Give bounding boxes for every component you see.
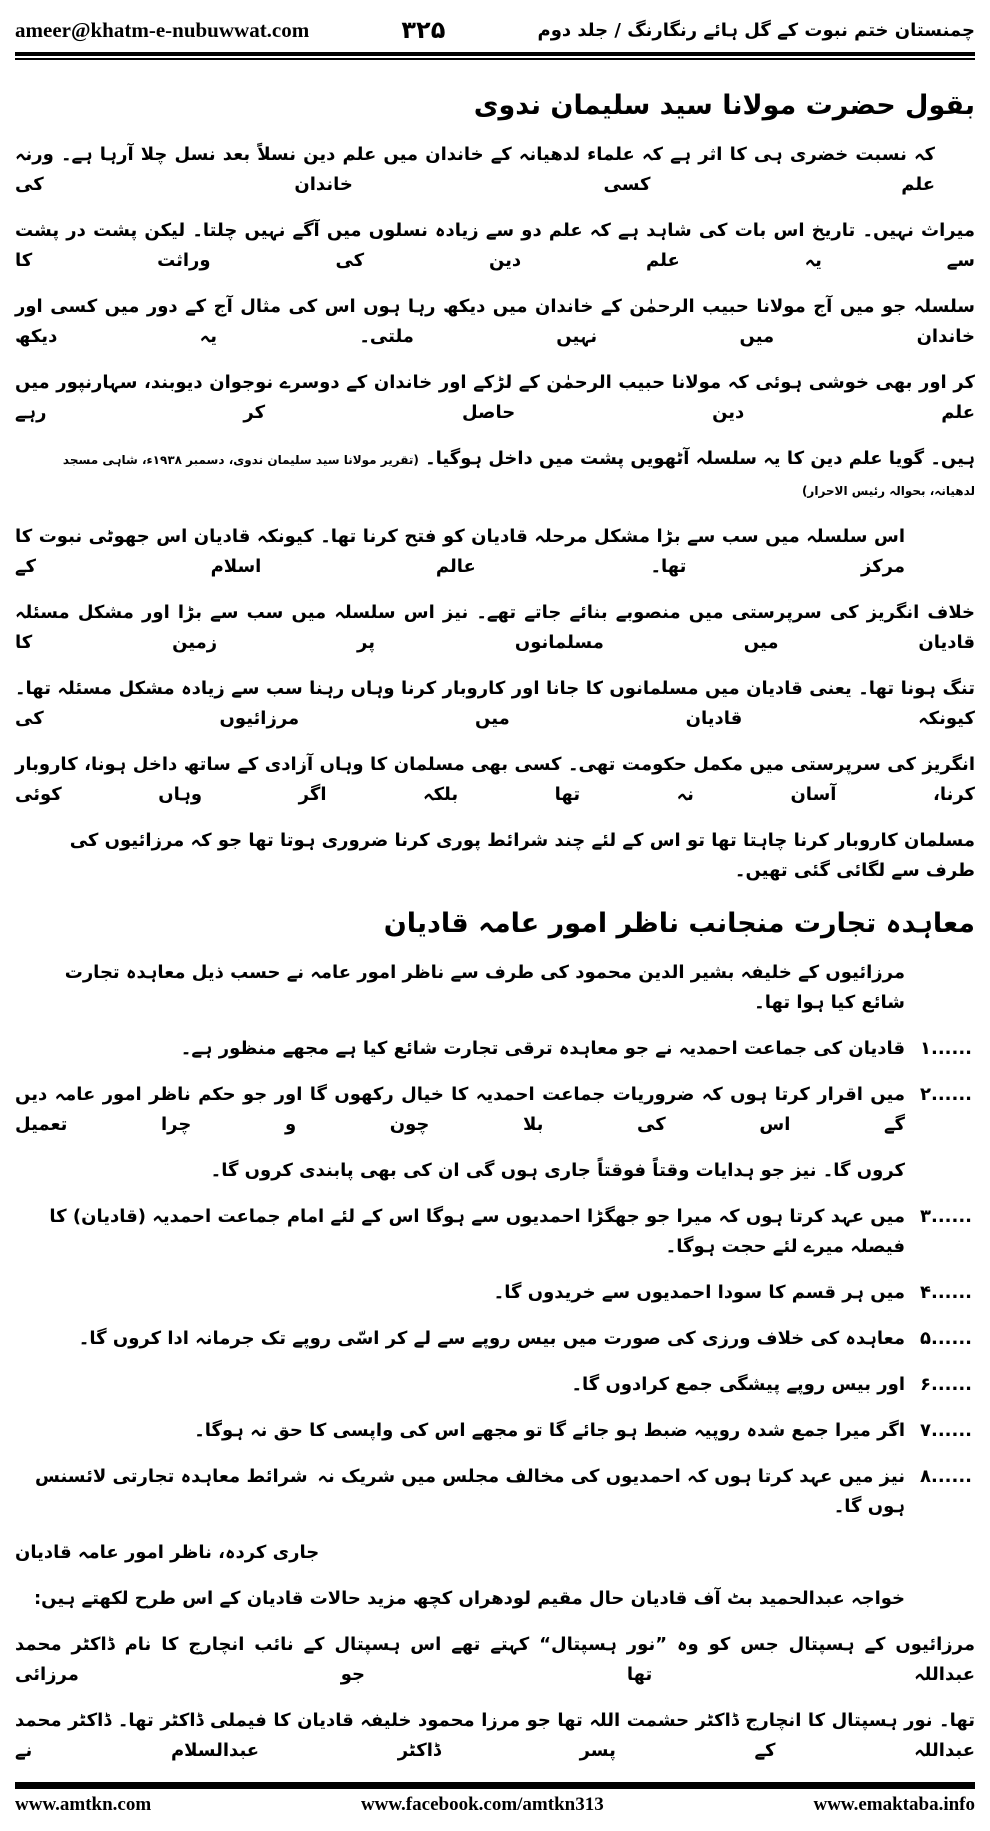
item-number: ۵......	[920, 1328, 973, 1349]
page-footer	[15, 1789, 975, 1821]
agreement-item: میں اقرار کرتا ہوں کہ ضروریات جماعت احمدیہ کا خیال رکھوں گا اور جو حکم ناظر امور عامہ دیں گے اس کی بلا چون و چرا تعمیل	[15, 1084, 905, 1135]
agreement-item-row	[15, 1362, 975, 1408]
page-header	[15, 10, 975, 50]
agreement-item: اور بیس روپے پیشگی جمع کرادوں گا۔	[571, 1374, 905, 1395]
agreement-item: میں ہر قسم کا سودا احمدیوں سے خریدوں گا۔	[493, 1282, 905, 1303]
item-number: ۶......	[920, 1374, 973, 1395]
agreement-item: قادیان کی جماعت احمدیہ نے جو معاہدہ ترقی تجارت شائع کیا ہے مجھے منظور ہے۔	[180, 1038, 905, 1059]
paragraph-line: اس سلسلہ میں سب سے بڑا مشکل مرحلہ قادیان کو فتح کرنا تھا۔ کیونکہ قادیان اس جھوٹی نبوت کا مرکز تھا۔ عالم اسلام کے	[15, 526, 905, 577]
item-number: ۳......	[920, 1206, 973, 1227]
header-rule-thin	[15, 58, 975, 60]
agreement-item-row	[15, 1026, 975, 1072]
header-email: ameer@khatm-e-nubuwwat.com	[15, 17, 310, 42]
footer-link-amtkn[interactable]: www.amtkn.com	[15, 1794, 152, 1815]
header-rule-thick	[15, 52, 975, 56]
paragraph-line	[15, 436, 975, 514]
item-number: ۲......	[920, 1084, 973, 1105]
paragraph-line: میراث نہیں۔ تاریخ اس بات کی شاہد ہے کہ علم دو سے زیادہ نسلوں میں آگے نہیں چلتا۔ لیکن پشت در پشت سے یہ علم دین کی وراثت کا	[15, 220, 975, 271]
signature-line: جاری کردہ، ناظر امور عامہ قادیان	[15, 1542, 320, 1563]
paragraph-line: مسلمان کاروبار کرنا چاہتا تھا تو اس کے لئے چند شرائط پوری کرنا ضروری ہوتا تھا جو کہ مرزائیوں کی طرف سے لگائی گئی تھیں۔	[69, 830, 975, 881]
item-number: ۷......	[920, 1420, 973, 1441]
agreement-item-row	[15, 1454, 975, 1530]
paragraph-line: انگریز کی سرپرستی میں مکمل حکومت تھی۔ کسی بھی مسلمان کا وہاں آزادی کے ساتھ داخل ہونا، کاروبار کرنا، آسان نہ تھا بلکہ اگر وہاں کوئی	[15, 754, 975, 805]
paragraph-intro: خواجہ عبدالحمید بٹ آف قادیان حال مقیم لودھراں کچھ مزید حالات قادیان کے اس طرح لکھتے ہیں:	[33, 1588, 905, 1609]
item-number: ۴......	[920, 1282, 973, 1303]
agreement-item: اگر میرا جمع شدہ روپیہ ضبط ہو جائے گا تو مجھے اس کی واپسی کا حق نہ ہوگا۔	[194, 1420, 905, 1441]
signature-line: شرائط معاہدہ تجارتی لائسنس	[35, 1466, 308, 1487]
paragraph-line: تنگ ہونا تھا۔ یعنی قادیان میں مسلمانوں کا جانا اور کاروبار کرنا وہاں رہنا سب سے زیادہ مشکل مسئلہ تھا۔ کیونکہ قادیان میں مرزائیوں کی	[15, 678, 975, 729]
page-number: ۳۲۵	[401, 16, 446, 44]
paragraph-line: سلسلہ جو میں آج مولانا حبیب الرحمٰن کے خاندان میں دیکھ رہا ہوں اس کی مثال آج کے دور میں کسی اور خاندان میں نہیں ملتی۔ یہ دیکھ	[15, 296, 975, 347]
section-heading: معاہدہ تجارت منجانب ناظر امور عامہ قادیان	[383, 908, 975, 939]
agreement-intro: مرزائیوں کے خلیفہ بشیر الدین محمود کی طرف سے ناظر امور عامہ نے حسب ذیل معاہدہ تجارت شائع کیا ہوا تھا۔	[64, 962, 905, 1013]
paragraph-line: کر اور بھی خوشی ہوئی کہ مولانا حبیب الرحمٰن کے لڑکے اور خاندان کے دوسرے نوجوان دیوبند، سہارنپور میں علم دین حاصل کر رہے	[15, 372, 975, 423]
agreement-item-row	[15, 1194, 975, 1270]
item-number: ۸......	[920, 1466, 973, 1487]
paragraph-text: ہیں۔ گویا علم دین کا یہ سلسلہ آٹھویں پشت میں داخل ہوگیا۔	[425, 448, 975, 469]
item-number: ۱......	[920, 1038, 973, 1059]
agreement-item-row	[15, 1072, 975, 1148]
footer-link-emaktaba[interactable]: www.emaktaba.info	[813, 1794, 975, 1815]
footer-link-facebook[interactable]: www.facebook.com/amtkn313	[360, 1794, 604, 1815]
citation: (تقریر مولانا سید سلیمان ندوی، دسمبر ۱۹۳۸ء، شاہی مسجد لدھیانہ، بحوالہ رئیس الاحرار)	[62, 453, 975, 498]
paragraph-line: مرزائیوں کے ہسپتال جس کو وہ ”نور ہسپتال“ کہتے تھے اس ہسپتال کے نائب انچارج کا نام ڈاکٹر محمد عبداللہ تھا جو مرزائی	[15, 1634, 975, 1685]
section-heading: بقول حضرت مولانا سید سلیمان ندوی	[473, 90, 975, 121]
book-title: چمنستان ختم نبوت کے گل ہائے رنگارنگ / جلد دوم	[537, 19, 975, 41]
agreement-item-row	[15, 1408, 975, 1454]
agreement-item: میں عہد کرتا ہوں کہ میرا جو جھگڑا احمدیوں سے ہوگا اس کے لئے امام جماعت احمدیہ (قادیان) کا فیصلہ میرے لئے حجت ہوگا۔	[49, 1206, 905, 1257]
agreement-item-row	[15, 1316, 975, 1362]
paragraph-line: تھا۔ نور ہسپتال کا انچارج ڈاکٹر حشمت اللہ تھا جو مرزا محمود خلیفہ قادیان کا فیملی ڈاکٹر تھا۔ ڈاکٹر محمد عبداللہ کے پسر ڈاکٹر عبدالسلام نے	[15, 1710, 975, 1761]
agreement-item-continued: کروں گا۔ نیز جو ہدایات وقتاً فوقتاً جاری ہوں گی ان کی بھی پابندی کروں گا۔	[210, 1160, 905, 1181]
agreement-item-row	[15, 1270, 975, 1316]
agreement-item: نیز میں عہد کرتا ہوں کہ احمدیوں کی مخالف مجلس میں شریک نہ ہوں گا۔	[317, 1466, 905, 1517]
agreement-item: معاہدہ کی خلاف ورزی کی صورت میں بیس روپے سے لے کر اسّی روپے تک جرمانہ ادا کروں گا۔	[78, 1328, 905, 1349]
paragraph-line: کہ نسبت خضری ہی کا اثر ہے کہ علماء لدھیانہ کے خاندان میں علم دین نسلاً بعد نسل چلا آرہا ہے۔ ورنہ علم کسی خاندان کی	[15, 144, 935, 195]
paragraph-line: خلاف انگریز کی سرپرستی میں منصوبے بنائے جاتے تھے۔ نیز اس سلسلہ میں سب سے بڑا اور مشکل مسئلہ قادیان میں مسلمانوں پر زمین کا	[15, 602, 975, 653]
footer-rule	[15, 1782, 975, 1789]
